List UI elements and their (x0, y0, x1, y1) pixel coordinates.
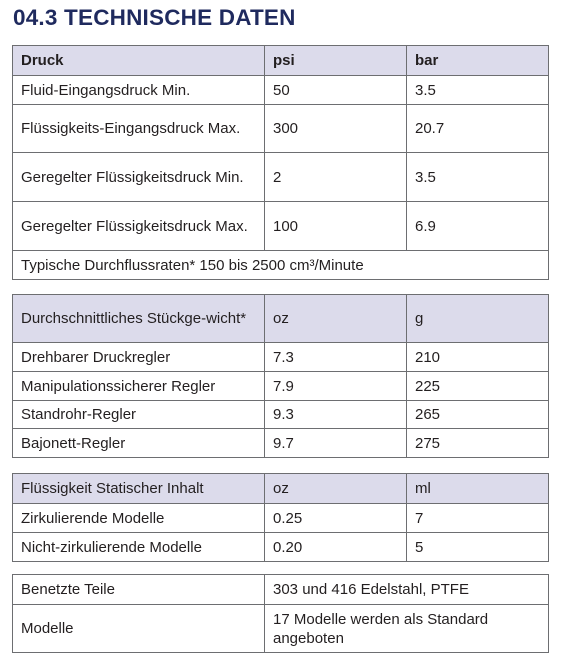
header-cell: psi (265, 46, 407, 76)
table-cell: 265 (407, 401, 549, 429)
header-cell: Druck (13, 46, 265, 76)
table-cell: Zirkulierende Modelle (13, 504, 265, 533)
table-cell: 100 (265, 202, 407, 251)
table-cell: 5 (407, 533, 549, 562)
table-cell: 7 (407, 504, 549, 533)
table-cell: Geregelter Flüssigkeitsdruck Min. (13, 153, 265, 202)
header-cell: oz (265, 295, 407, 343)
table-header-row (13, 46, 549, 76)
table-cell: 6.9 (407, 202, 549, 251)
table-row (13, 202, 549, 251)
header-cell: bar (407, 46, 549, 76)
static-content-table (12, 473, 549, 562)
table-header-row (13, 474, 549, 504)
weight-table (12, 294, 549, 458)
table-cell: 7.9 (265, 372, 407, 401)
table-cell: 9.7 (265, 429, 407, 458)
table-cell: 50 (265, 76, 407, 105)
table-cell: 7.3 (265, 343, 407, 372)
table-cell: Benetzte Teile (13, 575, 265, 605)
table-cell: Drehbarer Druckregler (13, 343, 265, 372)
table-row (13, 605, 549, 653)
table-cell: Geregelter Flüssigkeitsdruck Max. (13, 202, 265, 251)
table-cell: 275 (407, 429, 549, 458)
flow-rate-note: Typische Durchflussraten* 150 bis 2500 cm³/Minute (13, 251, 549, 280)
table-cell: 20.7 (407, 105, 549, 153)
table-cell: 300 (265, 105, 407, 153)
table-cell: 9.3 (265, 401, 407, 429)
table-cell: 303 und 416 Edelstahl, PTFE (265, 575, 549, 605)
table-row (13, 372, 549, 401)
pressure-table (12, 45, 549, 280)
header-cell: Flüssigkeit Statischer Inhalt (13, 474, 265, 504)
table-row (13, 105, 549, 153)
table-cell: 3.5 (407, 76, 549, 105)
table-cell: 0.25 (265, 504, 407, 533)
table-row (13, 401, 549, 429)
header-cell: g (407, 295, 549, 343)
table-cell: Fluid-Eingangsdruck Min. (13, 76, 265, 105)
header-cell: oz (265, 474, 407, 504)
table-cell: Bajonett-Regler (13, 429, 265, 458)
page-title: 04.3 TECHNISCHE DATEN (13, 5, 296, 30)
table-cell: 3.5 (407, 153, 549, 202)
table-row (13, 504, 549, 533)
table-cell: 225 (407, 372, 549, 401)
table-cell: Nicht-zirkulierende Modelle (13, 533, 265, 562)
table-cell: 0.20 (265, 533, 407, 562)
header-cell: ml (407, 474, 549, 504)
table-header-row (13, 295, 549, 343)
parts-table (12, 574, 549, 653)
table-cell: Manipulationssicherer Regler (13, 372, 265, 401)
table-row (13, 429, 549, 458)
table-cell: 17 Modelle werden als Standard angeboten (265, 605, 549, 653)
table-cell: Modelle (13, 605, 265, 653)
table-row (13, 575, 549, 605)
table-row (13, 76, 549, 105)
table-row (13, 343, 549, 372)
header-cell: Durchschnittliches Stückge-wicht* (13, 295, 265, 343)
table-cell: Flüssigkeits-Eingangsdruck Max. (13, 105, 265, 153)
table-row (13, 533, 549, 562)
table-cell: 2 (265, 153, 407, 202)
table-cell: 210 (407, 343, 549, 372)
table-row (13, 153, 549, 202)
table-row (13, 251, 549, 280)
table-cell: Standrohr-Regler (13, 401, 265, 429)
